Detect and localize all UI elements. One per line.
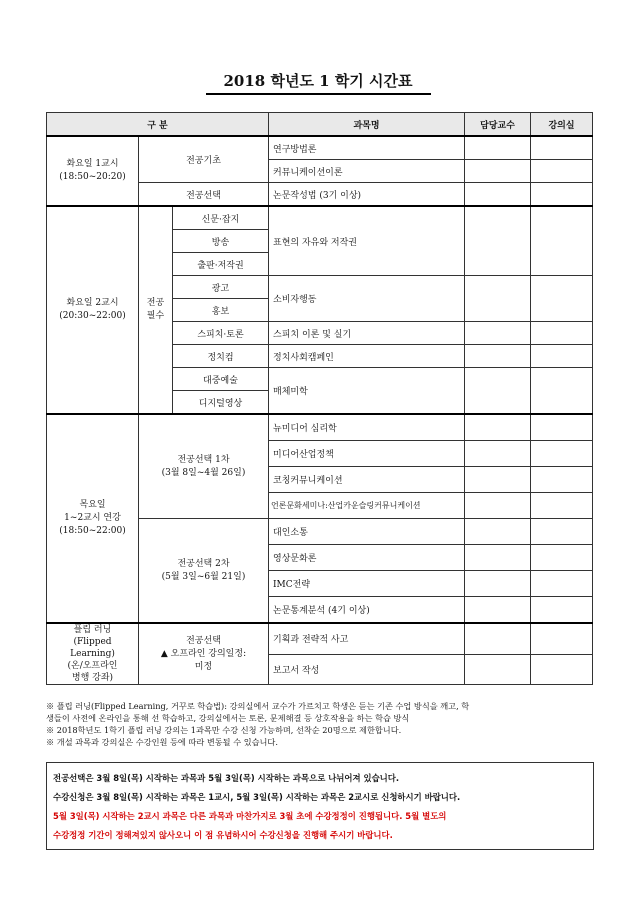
room-cell — [531, 345, 593, 368]
course-name: 대인소통 — [269, 519, 465, 545]
room-cell — [531, 136, 593, 160]
course-name: 뉴미디어 심리학 — [269, 414, 465, 441]
professor-cell — [465, 414, 531, 441]
room-cell — [531, 493, 593, 519]
tue1-slot: 화요일 1교시 (18:50~20:20) — [47, 136, 139, 206]
thu-slot: 목요일 1~2교시 연강 (18:50~22:00) — [47, 414, 139, 623]
thu-part1: 전공선택 1차 (3월 8일~4월 26일) — [139, 414, 269, 519]
professor-cell — [465, 654, 531, 685]
room-cell — [531, 183, 593, 207]
sub-track: 정치컴 — [173, 345, 269, 368]
table-row — [47, 206, 593, 230]
tue1-elective: 전공선택 — [139, 183, 269, 207]
header-professor: 담당교수 — [465, 113, 531, 137]
course-name: 기획과 전략적 사고 — [269, 623, 465, 654]
course-name: 영상문화론 — [269, 545, 465, 571]
thu-part2: 전공선택 2차 (5월 3일~6월 21일) — [139, 519, 269, 624]
professor-cell — [465, 206, 531, 276]
tue2-required: 전공 필수 — [139, 206, 173, 414]
professor-cell — [465, 368, 531, 415]
course-name: IMC전략 — [269, 571, 465, 597]
professor-cell — [465, 322, 531, 345]
course-name: 연구방법론 — [269, 136, 465, 160]
professor-cell — [465, 183, 531, 207]
tue1-basic: 전공기초 — [139, 136, 269, 183]
professor-cell — [465, 493, 531, 519]
professor-cell — [465, 623, 531, 654]
footnote-line: ※ 플립 러닝(Flipped Learning, 거꾸로 학습법): 강의실에서 교수가 가르치고 학생은 듣는 기존 수업 방식을 깨고, 학 — [46, 701, 470, 711]
sub-track: 출판·저작권 — [173, 253, 269, 276]
room-cell — [531, 368, 593, 415]
room-cell — [531, 467, 593, 493]
sub-track: 광고 — [173, 276, 269, 299]
notice-line: 전공선택은 3월 8일(목) 시작하는 과목과 5월 3일(목) 시작하는 과목으로 나뉘어져 있습니다. — [53, 773, 400, 783]
course-name: 커뮤니케이션이론 — [269, 160, 465, 183]
room-cell — [531, 441, 593, 467]
professor-cell — [465, 441, 531, 467]
timetable — [46, 112, 593, 685]
table-row — [47, 414, 593, 441]
room-cell — [531, 160, 593, 183]
notice-line-red: 수강정정 기간이 정해져있지 않사오니 이 점 유념하시어 수강신청을 진행해 주시기 바랍니다. — [53, 830, 393, 840]
course-name: 표현의 자유와 저작권 — [269, 206, 465, 276]
room-cell — [531, 597, 593, 624]
header-room: 강의실 — [531, 113, 593, 137]
room-cell — [531, 545, 593, 571]
room-cell — [531, 276, 593, 322]
room-cell — [531, 414, 593, 441]
course-name: 보고서 작성 — [269, 654, 465, 685]
table-row — [47, 623, 593, 654]
room-cell — [531, 623, 593, 654]
footnote-line: 생들이 사전에 온라인을 통해 선 학습하고, 강의실에서는 토론, 문제해결 등 상호작용을 하는 학습 방식 — [46, 713, 410, 723]
course-name: 매체미학 — [269, 368, 465, 415]
professor-cell — [465, 276, 531, 322]
course-name: 소비자행동 — [269, 276, 465, 322]
flip-slot: 플립 러닝 (Flipped Learning) (온/오프라인 병행 강좌) — [47, 623, 139, 685]
header-division: 구 분 — [47, 113, 269, 137]
tue2-slot: 화요일 2교시 (20:30~22:00) — [47, 206, 139, 414]
room-cell — [531, 322, 593, 345]
sub-track: 방송 — [173, 230, 269, 253]
table-header-row — [47, 113, 593, 137]
room-cell — [531, 571, 593, 597]
table-row — [47, 136, 593, 160]
notice-line: 수강신청은 3월 8일(목) 시작하는 과목은 1교시, 5월 3일(목) 시작하는 과목은 2교시로 신청하시기 바랍니다. — [53, 792, 461, 802]
notice-box — [46, 762, 594, 850]
course-name: 정치사회캠페인 — [269, 345, 465, 368]
sub-track: 디지털영상 — [173, 391, 269, 415]
professor-cell — [465, 597, 531, 624]
flip-elective: 전공선택 ▲ 오프라인 강의일정: 미정 — [139, 623, 269, 685]
notice-line-red: 5월 3일(목) 시작하는 2교시 과목은 다른 과목과 마찬가지로 3월 초에 수강정정이 진행됩니다. 5월 별도의 — [53, 811, 447, 821]
course-name: 논문작성법 (3기 이상) — [269, 183, 465, 207]
course-name: 언론문화세미나:산업카운슬링커뮤니케이션 — [269, 493, 465, 519]
room-cell — [531, 519, 593, 545]
professor-cell — [465, 160, 531, 183]
course-name: 미디어산업정책 — [269, 441, 465, 467]
professor-cell — [465, 571, 531, 597]
course-name: 스피치 이론 및 실기 — [269, 322, 465, 345]
professor-cell — [465, 136, 531, 160]
sub-track: 신문·잡지 — [173, 206, 269, 230]
footnote-line: ※ 2018학년도 1학기 플립 러닝 강의는 1과목만 수강 신청 가능하며, 선착순 20명으로 제한합니다. — [46, 725, 402, 735]
footnote-line: ※ 개설 과목과 강의실은 수강인원 등에 따라 변동될 수 있습니다. — [46, 737, 278, 747]
professor-cell — [465, 467, 531, 493]
course-name: 코칭커뮤니케이션 — [269, 467, 465, 493]
header-course: 과목명 — [269, 113, 465, 137]
professor-cell — [465, 545, 531, 571]
sub-track: 홍보 — [173, 299, 269, 322]
page-title: 2018 학년도 1 학기 시간표 — [0, 70, 636, 95]
room-cell — [531, 654, 593, 685]
professor-cell — [465, 345, 531, 368]
sub-track: 스피치·토론 — [173, 322, 269, 345]
professor-cell — [465, 519, 531, 545]
footnotes — [46, 700, 594, 748]
course-name: 논문통계분석 (4기 이상) — [269, 597, 465, 624]
sub-track: 대중예술 — [173, 368, 269, 391]
room-cell — [531, 206, 593, 276]
